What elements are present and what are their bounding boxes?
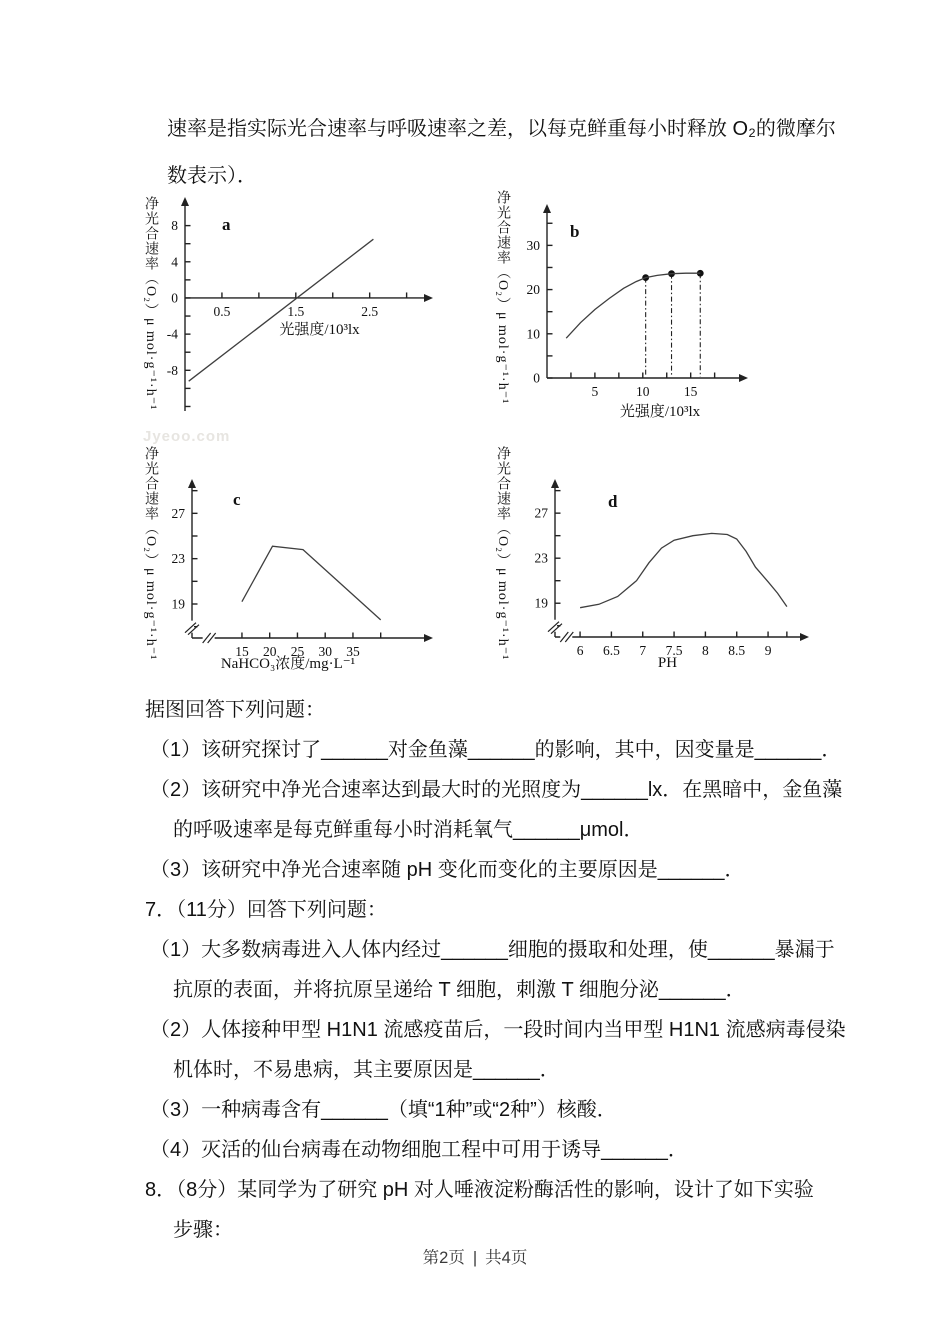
watermark: Jyeoo.com bbox=[143, 428, 231, 445]
chart-b-canvas bbox=[512, 190, 827, 448]
svg-text:0: 0 bbox=[533, 370, 540, 386]
svg-text:2.5: 2.5 bbox=[361, 303, 379, 319]
svg-text:光强度/10³lx: 光强度/10³lx bbox=[619, 404, 701, 420]
question-line: （1）大多数病毒进入人体内经过______细胞的摄取和处理，使______暴漏于 bbox=[150, 939, 835, 961]
svg-text:0.5: 0.5 bbox=[213, 303, 231, 319]
svg-text:23: 23 bbox=[534, 550, 548, 566]
intro-line: 速率是指实际光合速率与呼吸速率之差，以每克鲜重每小时释放 O₂的微摩尔 bbox=[167, 118, 836, 140]
svg-text:5: 5 bbox=[591, 384, 599, 399]
question-line: 机体时，不易患病，其主要原因是______． bbox=[173, 1059, 560, 1081]
svg-text:19: 19 bbox=[171, 596, 185, 612]
svg-text:15: 15 bbox=[235, 644, 249, 659]
svg-text:6.5: 6.5 bbox=[602, 643, 620, 658]
y-axis-label: 净光合速率（O₂）μ mol·g⁻¹·h⁻¹ bbox=[143, 196, 158, 411]
question-line: 抗原的表面，并将抗原呈递给 T 细胞，刺激 T 细胞分泌______． bbox=[173, 979, 746, 1001]
intro-line: 数表示）． bbox=[167, 165, 257, 187]
svg-text:6: 6 bbox=[576, 643, 584, 658]
y-axis-label: 净光合速率（O₂）μ mol·g⁻¹·h⁻¹ bbox=[495, 190, 510, 405]
intro-paragraph bbox=[167, 106, 867, 200]
footer-total-pages: 共4页 bbox=[485, 1249, 528, 1267]
svg-text:a: a bbox=[222, 215, 231, 234]
svg-text:7.5: 7.5 bbox=[665, 643, 683, 658]
svg-text:光强度/10³lx: 光强度/10³lx bbox=[279, 321, 360, 338]
question-line: 8．（8分）某同学为了研究 pH 对人唾液淀粉酶活性的影响，设计了如下实验 bbox=[145, 1179, 814, 1201]
chart-a-canvas bbox=[160, 196, 475, 441]
svg-text:15: 15 bbox=[683, 384, 698, 399]
svg-text:20: 20 bbox=[526, 282, 540, 298]
chart-b bbox=[492, 190, 827, 448]
svg-text:c: c bbox=[233, 490, 241, 509]
svg-text:d: d bbox=[608, 492, 618, 511]
svg-text:20: 20 bbox=[262, 644, 277, 659]
svg-text:8: 8 bbox=[702, 643, 709, 658]
svg-text:19: 19 bbox=[534, 595, 548, 611]
svg-text:0: 0 bbox=[171, 290, 178, 306]
svg-text:30: 30 bbox=[318, 644, 332, 659]
questions-block bbox=[145, 690, 865, 1250]
svg-text:-8: -8 bbox=[166, 362, 178, 378]
question-line: （1）该研究探讨了______对金鱼藻______的影响，其中，因变量是______． bbox=[150, 739, 842, 761]
svg-text:25: 25 bbox=[290, 644, 305, 659]
svg-text:7: 7 bbox=[639, 643, 647, 658]
footer-separator: | bbox=[472, 1249, 478, 1267]
svg-text:8.5: 8.5 bbox=[728, 643, 746, 658]
question-line: 的呼吸速率是每克鲜重每小时消耗氧气______μmol． bbox=[173, 819, 644, 841]
svg-text:NaHCO₃浓度/mg·L⁻¹: NaHCO₃浓度/mg·L⁻¹ bbox=[220, 656, 356, 672]
question-line: （2）该研究中净光合速率达到最大时的光照度为______lx．在黑暗中，金鱼藻 bbox=[150, 779, 843, 801]
chart-d-canvas bbox=[512, 446, 837, 704]
question-line: 据图回答下列问题： bbox=[145, 699, 325, 721]
svg-text:10: 10 bbox=[636, 384, 650, 399]
svg-text:27: 27 bbox=[171, 505, 185, 521]
svg-text:PH: PH bbox=[657, 655, 678, 671]
svg-text:8: 8 bbox=[171, 218, 178, 234]
svg-text:1.5: 1.5 bbox=[287, 303, 305, 319]
svg-text:27: 27 bbox=[534, 505, 548, 521]
chart-a bbox=[140, 196, 475, 441]
svg-text:35: 35 bbox=[346, 644, 360, 659]
svg-text:-4: -4 bbox=[166, 326, 178, 342]
question-line: 7．（11分）回答下列问题： bbox=[145, 899, 387, 921]
chart-c-canvas bbox=[160, 446, 480, 704]
svg-text:9: 9 bbox=[764, 643, 772, 658]
footer-page-number: 第2页 bbox=[422, 1249, 465, 1267]
question-line: （4）灭活的仙台病毒在动物细胞工程中可用于诱导______． bbox=[150, 1139, 688, 1161]
chart-d bbox=[492, 446, 837, 704]
question-line: （2）人体接种甲型 H1N1 流感疫苗后，一段时间内当甲型 H1N1 流感病毒侵染 bbox=[150, 1019, 846, 1041]
question-line: （3）一种病毒含有______（填“1种”或“2种”）核酸． bbox=[150, 1099, 617, 1121]
chart-c bbox=[140, 446, 480, 704]
page-footer bbox=[0, 1244, 950, 1268]
question-line: （3）该研究中净光合速率随 pH 变化而变化的主要原因是______． bbox=[150, 859, 745, 881]
y-axis-label: 净光合速率（O₂）μ mol·g⁻¹·h⁻¹ bbox=[495, 446, 510, 661]
y-axis-label: 净光合速率（O₂）μ mol·g⁻¹·h⁻¹ bbox=[143, 446, 158, 661]
svg-text:30: 30 bbox=[526, 237, 540, 253]
svg-text:23: 23 bbox=[171, 551, 185, 567]
question-line: 步骤： bbox=[173, 1219, 233, 1241]
svg-text:10: 10 bbox=[526, 326, 540, 342]
svg-text:b: b bbox=[570, 222, 580, 241]
svg-text:4: 4 bbox=[171, 254, 178, 270]
